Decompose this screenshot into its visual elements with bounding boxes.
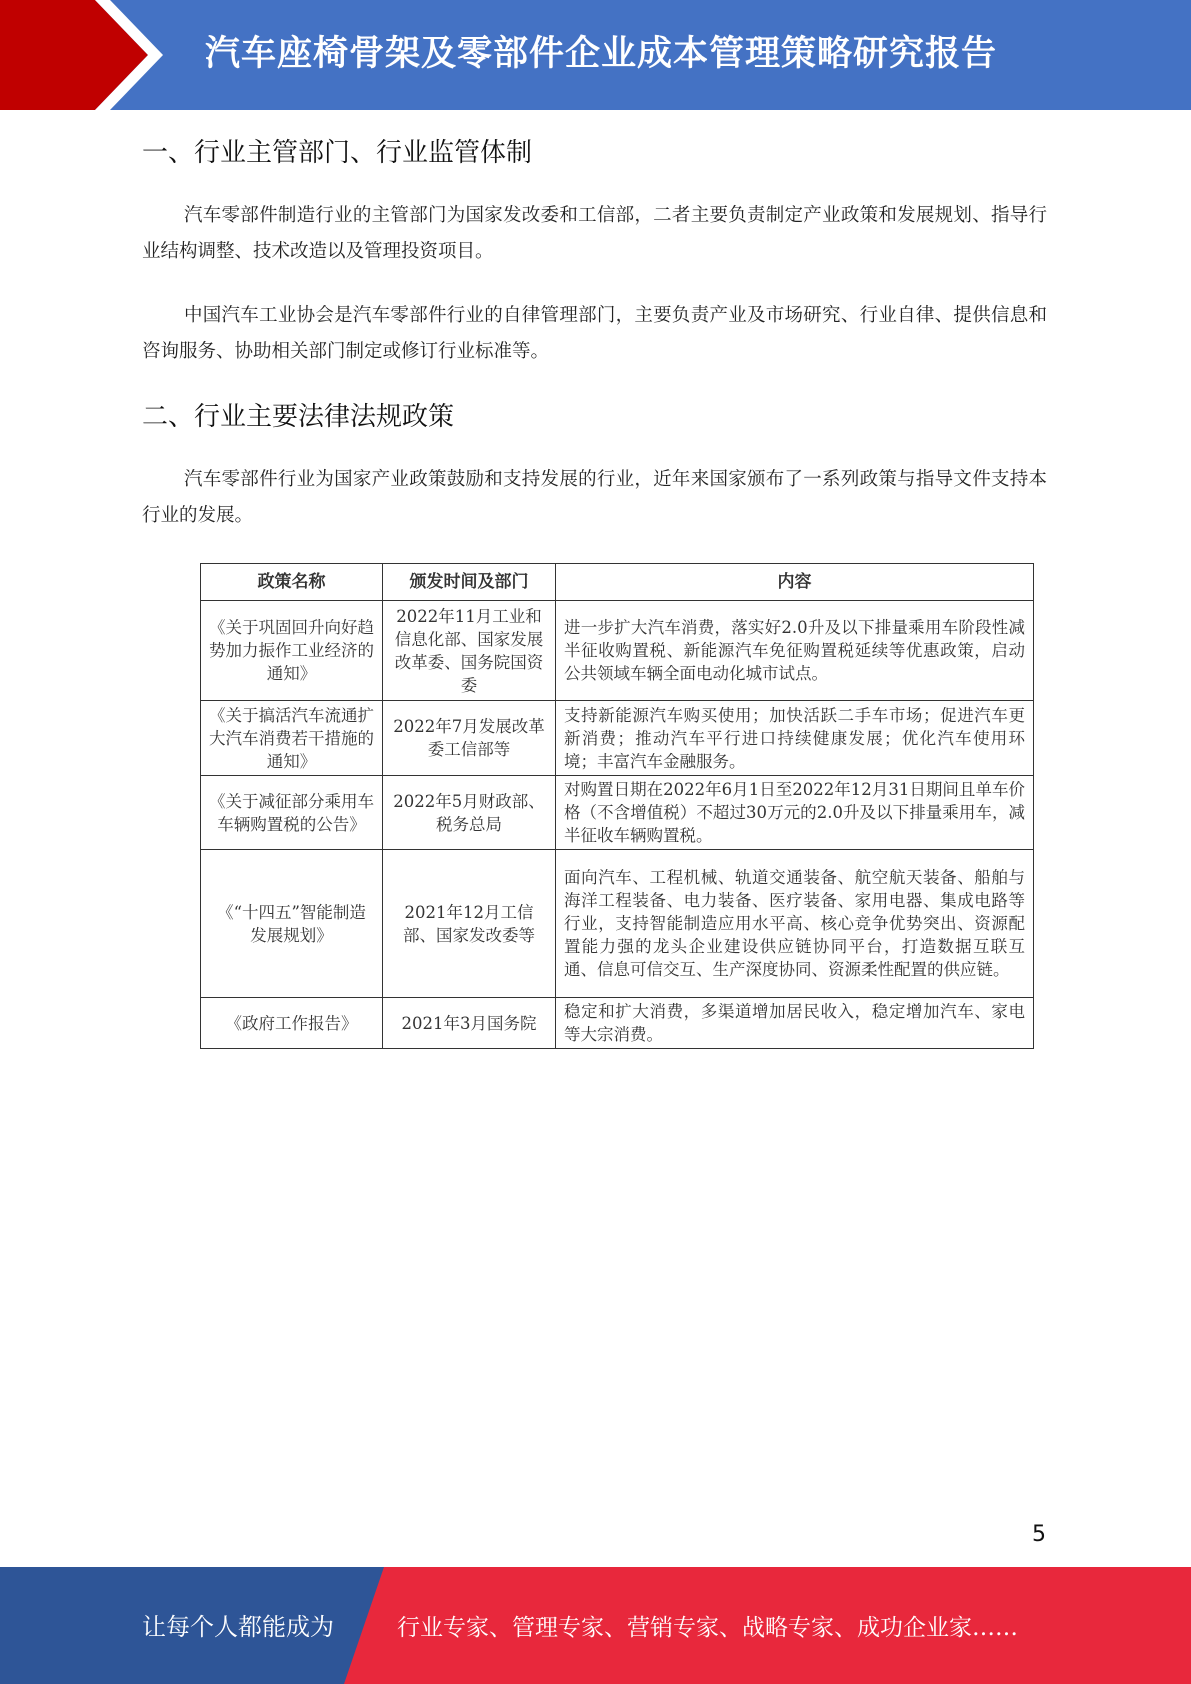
content-cell: 稳定和扩大消费，多渠道增加居民收入，稳定增加汽车、家电等大宗消费。 — [556, 998, 1034, 1049]
section-1-paragraph-1: 汽车零部件制造行业的主管部门为国家发改委和工信部，二者主要负责制定产业政策和发展规划、指导行业结构调整、技术改造以及管理投资项目。 — [142, 205, 1047, 262]
table-header-row — [201, 564, 1034, 601]
table-row — [201, 701, 1034, 776]
footer-slogan-right: 行业专家、管理专家、营销专家、战略专家、成功企业家…… — [397, 1615, 1018, 1641]
policy-name-cell: 《政府工作报告》 — [201, 998, 383, 1049]
table-row — [201, 776, 1034, 850]
issue-date-cell: 2021年12月工信部、国家发改委等 — [383, 850, 556, 998]
section-heading-1: 一、行业主管部门、行业监管体制 — [142, 138, 533, 168]
content-cell: 对购置日期在2022年6月1日至2022年12月31日期间且单车价格（不含增值税）不超过30万元的2.0升及以下排量乘用车，减半征收车辆购置税。 — [556, 776, 1034, 850]
content-cell: 进一步扩大汽车消费，落实好2.0升及以下排量乘用车阶段性减半征收购置税、新能源汽车免征购置税延续等优惠政策，启动公共领域车辆全面电动化城市试点。 — [556, 601, 1034, 701]
page-number: 5 — [1032, 1522, 1046, 1547]
issue-date-cell: 2022年7月发展改革委工信部等 — [383, 701, 556, 776]
column-header-issue-date: 颁发时间及部门 — [383, 564, 556, 601]
footer-slogan-left: 让每个人都能成为 — [142, 1613, 334, 1641]
issue-date-cell: 2022年11月工业和信息化部、国家发展改革委、国务院国资委 — [383, 601, 556, 701]
footer-banner — [0, 1567, 1191, 1684]
column-header-policy-name: 政策名称 — [201, 564, 383, 601]
policy-name-cell: 《关于搞活汽车流通扩大汽车消费若干措施的通知》 — [201, 701, 383, 776]
header-banner — [0, 0, 1191, 110]
column-header-content: 内容 — [556, 564, 1034, 601]
issue-date-cell: 2021年3月国务院 — [383, 998, 556, 1049]
table-row — [201, 998, 1034, 1049]
policy-name-cell: 《关于巩固回升向好趋势加力振作工业经济的通知》 — [201, 601, 383, 701]
section-1-paragraph-2: 中国汽车工业协会是汽车零部件行业的自律管理部门，主要负责产业及市场研究、行业自律、提供信息和咨询服务、协助相关部门制定或修订行业标准等。 — [142, 305, 1047, 362]
content-cell: 支持新能源汽车购买使用；加快活跃二手车市场；促进汽车更新消费；推动汽车平行进口持续健康发展；优化汽车使用环境；丰富汽车金融服务。 — [556, 701, 1034, 776]
content-cell: 面向汽车、工程机械、轨道交通装备、航空航天装备、船舶与海洋工程装备、电力装备、医疗装备、家用电器、集成电路等行业，支持智能制造应用水平高、核心竞争优势突出、资源配置能力强的龙头企业建设供应链协同平台，打造数据互联互通、信息可信交互、生产深度协同、资源柔性配置的供应链。 — [556, 850, 1034, 998]
table-row — [201, 601, 1034, 701]
policy-name-cell: 《关于减征部分乘用车车辆购置税的公告》 — [201, 776, 383, 850]
arrow-chevron-icon — [0, 0, 240, 110]
issue-date-cell: 2022年5月财政部、税务总局 — [383, 776, 556, 850]
report-title: 汽车座椅骨架及零部件企业成本管理策略研究报告 — [205, 34, 998, 74]
section-heading-2: 二、行业主要法律法规政策 — [142, 402, 455, 432]
section-2-paragraph-1: 汽车零部件行业为国家产业政策鼓励和支持发展的行业，近年来国家颁布了一系列政策与指导文件支持本行业的发展。 — [142, 469, 1047, 526]
table-row — [201, 850, 1034, 998]
policy-name-cell: 《“十四五”智能制造发展规划》 — [201, 850, 383, 998]
policy-table — [200, 563, 1034, 1049]
